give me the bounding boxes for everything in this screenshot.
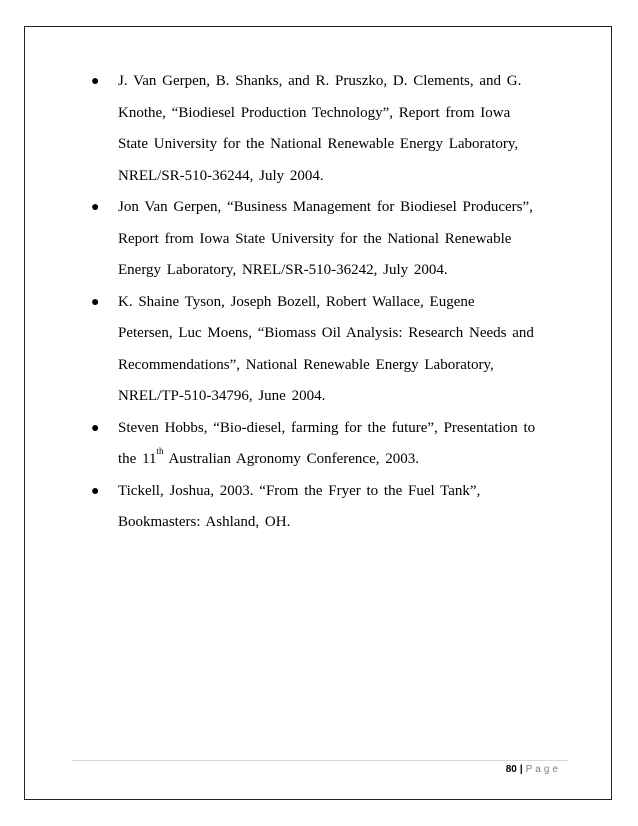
- reference-item: [0, 476, 638, 539]
- reference-line: J. Van Gerpen, B. Shanks, and R. Pruszko, D. Clements, and G.: [118, 73, 522, 89]
- reference-line: Steven Hobbs, “Bio-diesel, farming for the future”, Presentation to: [118, 419, 536, 436]
- bullet-icon: ●: [91, 74, 100, 89]
- bullet-icon: ●: [91, 420, 100, 436]
- reference-line: Bookmasters: Ashland, OH.: [118, 514, 291, 530]
- bullet-icon: ●: [91, 200, 100, 215]
- reference-line: Energy Laboratory, NREL/SR-510-36242, July 2004.: [118, 262, 448, 278]
- footer-divider: [72, 760, 568, 761]
- reference-line: NREL/TP-510-34796, June 2004.: [118, 388, 326, 404]
- reference-line: NREL/SR-510-36244, July 2004.: [118, 167, 324, 184]
- footer-separator: |: [519, 764, 523, 775]
- reference-text: the 11: [118, 451, 157, 467]
- page-label: Page: [525, 764, 561, 775]
- reference-item: [0, 66, 638, 192]
- reference-line: Knothe, “Biodiesel Production Technology”, Report from Iowa: [118, 104, 511, 121]
- reference-line: [118, 444, 568, 476]
- reference-line: Recommendations”, National Renewable Energy Laboratory,: [118, 356, 494, 373]
- reference-item: [0, 192, 638, 287]
- bullet-icon: ●: [91, 294, 100, 310]
- page-footer: [506, 764, 561, 775]
- reference-line: Jon Van Gerpen, “Business Management for Biodiesel Producers”,: [118, 199, 533, 215]
- reference-line: Report from Iowa State University for the National Renewable: [118, 230, 512, 247]
- reference-line: Tickell, Joshua, 2003. “From the Fryer to the Fuel Tank”,: [118, 482, 481, 499]
- ordinal-suffix: th: [156, 446, 164, 456]
- reference-text: Australian Agronomy Conference, 2003.: [163, 451, 419, 467]
- reference-item: [0, 287, 638, 413]
- reference-line: K. Shaine Tyson, Joseph Bozell, Robert Wallace, Eugene: [118, 293, 475, 310]
- reference-line: Petersen, Luc Moens, “Biomass Oil Analysis: Research Needs and: [118, 325, 534, 341]
- reference-line: State University for the National Renewable Energy Laboratory,: [118, 136, 519, 152]
- reference-item: [0, 413, 638, 476]
- bullet-icon: ●: [91, 483, 100, 499]
- reference-list: [0, 66, 638, 539]
- page-number: 80: [505, 764, 517, 775]
